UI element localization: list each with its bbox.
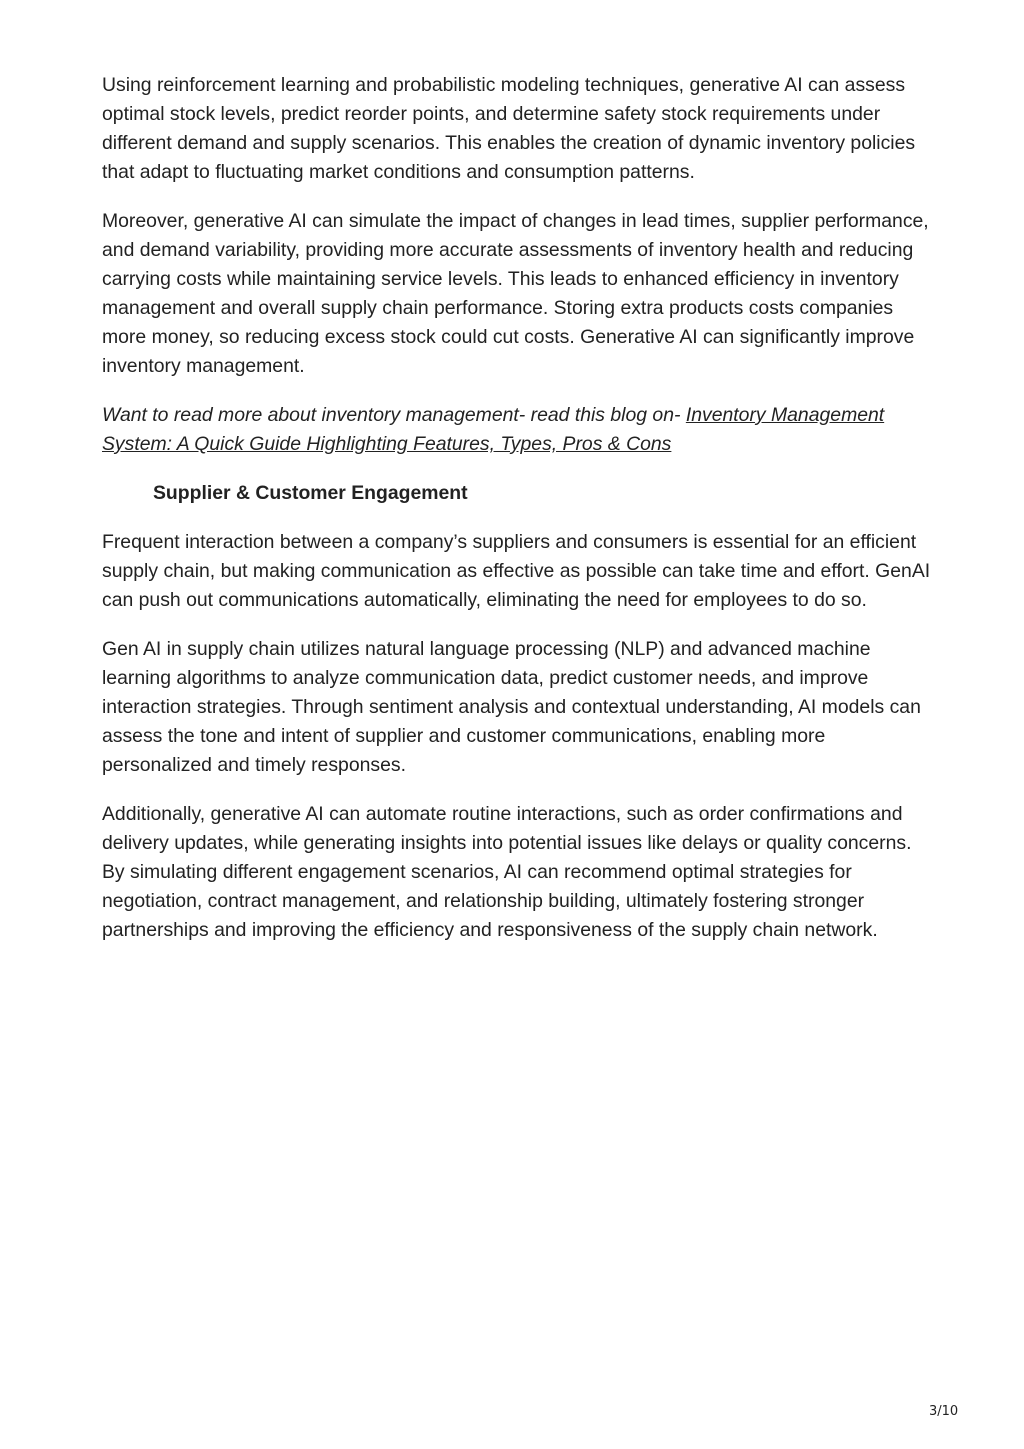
article-body: [102, 71, 932, 965]
paragraph-interaction: Frequent interaction between a company’s suppliers and consumers is essential for an efficient supply chain, but making communication as effective as possible can take time and effort. GenAI can push out communications automatically, eliminating the need for employees to do so.: [102, 531, 931, 611]
paragraph-nlp: Gen AI in supply chain utilizes natural language processing (NLP) and advanced machine learning algorithms to analyze communication data, predict customer needs, and improve interaction strategies. Through sentiment analysis and contextual understanding, AI models can assess the tone and intent of supplier and customer communications, enabling more personalized and timely responses.: [102, 638, 921, 776]
inventory-guide-link[interactable]: Inventory Management System: A Quick Guide Highlighting Features, Types, Pros & Cons: [102, 404, 885, 455]
paragraph-lead-times: Moreover, generative AI can simulate the impact of changes in lead times, supplier performance, and demand variability, providing more accurate assessments of inventory health and reducing carrying costs while maintaining service levels. This leads to enhanced efficiency in inventory management and overall supply chain performance. Storing extra products costs companies more money, so reducing excess stock could cut costs. Generative AI can significantly improve inventory management.: [102, 210, 929, 377]
page-number: 3/10: [929, 1404, 959, 1419]
read-more-prefix: Want to read more about inventory management- read this blog on-: [102, 404, 686, 426]
section-heading: Supplier & Customer Engagement: [153, 482, 468, 504]
read-more-note: [102, 401, 932, 459]
paragraph-stock-levels: Using reinforcement learning and probabilistic modeling techniques, generative AI can assess optimal stock levels, predict reorder points, and determine safety stock requirements under different demand and supply scenarios. This enables the creation of dynamic inventory policies that adapt to fluctuating market conditions and consumption patterns.: [102, 74, 916, 183]
paragraph-automation: Additionally, generative AI can automate routine interactions, such as order confirmations and delivery updates, while generating insights into potential issues like delays or quality concerns. By simulating different engagement scenarios, AI can recommend optimal strategies for negotiation, contract management, and relationship building, ultimately fostering stronger partnerships and improving the efficiency and responsiveness of the supply chain network.: [102, 803, 912, 941]
